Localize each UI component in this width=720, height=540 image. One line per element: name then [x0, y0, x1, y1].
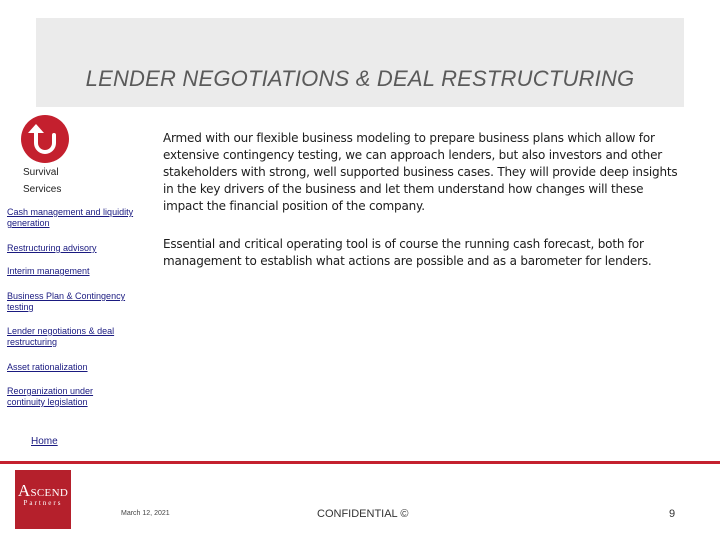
- sidebar-link-reorganization[interactable]: Reorganization under continuity legislation: [7, 386, 94, 407]
- sidebar-link-interim-management[interactable]: Interim management: [7, 266, 90, 276]
- body-paragraph-1: Armed with our flexible business modeling to prepare business plans which allow for extensive contingency testing, we can approach lenders, but also investors and other stakeholders with strong, well supported business cases. They will provide deep insights in the key drivers of the business and let them understand how changes will these impact the financial position of the company.: [163, 131, 678, 213]
- footer-divider: [0, 461, 720, 464]
- footer-confidential: CONFIDENTIAL ©: [317, 508, 409, 520]
- sidebar-link-asset-rationalization[interactable]: Asset rationalization: [7, 362, 88, 372]
- page-title: LENDER NEGOTIATIONS & DEAL RESTRUCTURING: [85, 66, 635, 91]
- sidebar-survival-label: Survival: [23, 167, 59, 178]
- sidebar-services-label: Services: [23, 184, 62, 195]
- logo-subtitle: Partners: [23, 499, 63, 507]
- sidebar-link-business-plan[interactable]: Business Plan & Contingency testing: [7, 291, 126, 312]
- ascend-partners-logo: [15, 470, 71, 529]
- title-band: [36, 18, 684, 107]
- page-number: 9: [669, 508, 676, 520]
- footer-date: March 12, 2021: [121, 510, 170, 517]
- body-paragraph-2: Essential and critical operating tool is of course the running cash forecast, both for management to establish what actions are possible and as a barometer for lenders.: [163, 237, 652, 268]
- sidebar-link-restructuring-advisory[interactable]: Restructuring advisory: [7, 243, 97, 253]
- home-link[interactable]: Home: [31, 436, 58, 447]
- survival-logo-icon: [18, 113, 72, 166]
- sidebar-link-cash-management[interactable]: Cash management and liquidity generation: [7, 207, 134, 228]
- logo-brand: ASCEND: [17, 481, 69, 500]
- sidebar-link-lender-negotiations[interactable]: Lender negotiations & deal restructuring: [7, 326, 115, 347]
